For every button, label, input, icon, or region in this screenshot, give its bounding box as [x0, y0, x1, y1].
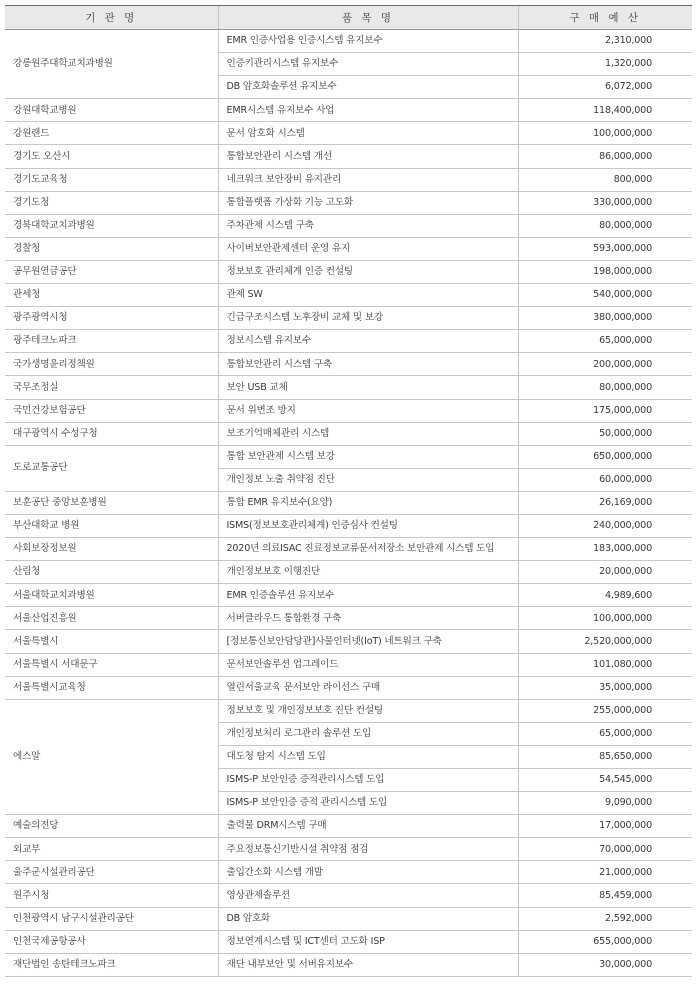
- org-cell: 인천광역시 남구시설관리공단: [5, 907, 218, 930]
- table-row: [5, 168, 692, 191]
- item-cell: 재단 내부보안 및 서버유지보수: [218, 953, 518, 976]
- budget-cell: 50,000,000: [518, 422, 692, 445]
- header-row: [5, 6, 692, 30]
- budget-cell: 54,545,000: [518, 769, 692, 792]
- budget-cell: 21,000,000: [518, 861, 692, 884]
- org-cell: 국가생명윤리정책원: [5, 353, 218, 376]
- item-cell: 정보시스템 유지보수: [218, 330, 518, 353]
- budget-cell: 593,000,000: [518, 237, 692, 260]
- table-row: [5, 237, 692, 260]
- header-org: 기 관 명: [5, 6, 218, 30]
- item-cell: ISMS-P 보안인증 증적 관리시스템 도입: [218, 792, 518, 815]
- org-cell: 재단법인 송탄테크노파크: [5, 953, 218, 976]
- org-cell: 서울특별시교육청: [5, 676, 218, 699]
- item-cell: 보안 USB 교체: [218, 376, 518, 399]
- item-cell: 주요정보통신기반시설 취약점 점검: [218, 838, 518, 861]
- item-cell: 대도청 탐지 시스템 도입: [218, 745, 518, 768]
- item-cell: 통합 EMR 유지보수(요양): [218, 491, 518, 514]
- table-row: [5, 884, 692, 907]
- table-row: [5, 145, 692, 168]
- table-row: [5, 838, 692, 861]
- item-cell: 출력물 DRM시스템 구매: [218, 815, 518, 838]
- org-cell: 에스알: [5, 699, 218, 814]
- budget-cell: 80,000,000: [518, 214, 692, 237]
- item-cell: 문서보안솔루션 업그레이드: [218, 653, 518, 676]
- budget-cell: 9,090,000: [518, 792, 692, 815]
- org-cell: 경기도교육청: [5, 168, 218, 191]
- item-cell: 통합 보안관제 시스템 보강: [218, 445, 518, 468]
- org-cell: 공무원연금공단: [5, 260, 218, 283]
- table-row: [5, 422, 692, 445]
- org-cell: 서울대학교치과병원: [5, 584, 218, 607]
- table-row: [5, 214, 692, 237]
- org-cell: 국민건강보험공단: [5, 399, 218, 422]
- item-cell: 네크워크 보안장비 유지관리: [218, 168, 518, 191]
- table-row: [5, 353, 692, 376]
- budget-cell: 6,072,000: [518, 76, 692, 99]
- budget-cell: 85,459,000: [518, 884, 692, 907]
- budget-cell: 380,000,000: [518, 307, 692, 330]
- org-cell: 서울특별시 서대문구: [5, 653, 218, 676]
- table-row: [5, 330, 692, 353]
- budget-cell: 26,169,000: [518, 491, 692, 514]
- budget-cell: 1,320,000: [518, 53, 692, 76]
- table-row: [5, 584, 692, 607]
- table-row: [5, 260, 692, 283]
- table-row: [5, 99, 692, 122]
- budget-cell: 540,000,000: [518, 284, 692, 307]
- item-cell: EMR시스템 유지보수 사업: [218, 99, 518, 122]
- budget-cell: 2,310,000: [518, 30, 692, 53]
- budget-cell: 20,000,000: [518, 561, 692, 584]
- org-cell: 강릉원주대학교치과병원: [5, 30, 218, 99]
- budget-cell: 650,000,000: [518, 445, 692, 468]
- org-cell: 사회보장정보원: [5, 538, 218, 561]
- budget-cell: 175,000,000: [518, 399, 692, 422]
- org-cell: 도로교통공단: [5, 445, 218, 491]
- item-cell: EMR 인증솔루션 유지보수: [218, 584, 518, 607]
- budget-cell: 101,080,000: [518, 653, 692, 676]
- org-cell: 광주광역시청: [5, 307, 218, 330]
- item-cell: 문서 위변조 방지: [218, 399, 518, 422]
- org-cell: 서울특별시: [5, 630, 218, 653]
- org-cell: 원주시청: [5, 884, 218, 907]
- item-cell: ISMS-P 보안인증 증적관리시스템 도입: [218, 769, 518, 792]
- org-cell: 경기도청: [5, 191, 218, 214]
- table-row: [5, 284, 692, 307]
- budget-cell: 86,000,000: [518, 145, 692, 168]
- table-row: [5, 491, 692, 514]
- budget-cell: 200,000,000: [518, 353, 692, 376]
- budget-cell: 118,400,000: [518, 99, 692, 122]
- table-row: [5, 399, 692, 422]
- item-cell: 정보보호 관리체계 인증 컨설팅: [218, 260, 518, 283]
- org-cell: 광주테크노파크: [5, 330, 218, 353]
- budget-cell: 4,989,600: [518, 584, 692, 607]
- table-row: [5, 607, 692, 630]
- budget-cell: 183,000,000: [518, 538, 692, 561]
- item-cell: 인증키관리시스템 유지보수: [218, 53, 518, 76]
- item-cell: 문서 암호화 시스템: [218, 122, 518, 145]
- table-row: [5, 930, 692, 953]
- table-row: [5, 953, 692, 976]
- budget-cell: 70,000,000: [518, 838, 692, 861]
- org-cell: 강원랜드: [5, 122, 218, 145]
- org-cell: 보훈공단 중앙보훈병원: [5, 491, 218, 514]
- budget-cell: 2,520,000,000: [518, 630, 692, 653]
- item-cell: 정보보호 및 개인정보보호 진단 컨설팅: [218, 699, 518, 722]
- item-cell: EMR 인증사업용 인증시스템 유지보수: [218, 30, 518, 53]
- table-row: [5, 307, 692, 330]
- org-cell: 강원대학교병원: [5, 99, 218, 122]
- budget-cell: 30,000,000: [518, 953, 692, 976]
- table-row: [5, 538, 692, 561]
- item-cell: 개인정보 노출 취약점 진단: [218, 468, 518, 491]
- budget-cell: 800,000: [518, 168, 692, 191]
- table-row: [5, 815, 692, 838]
- item-cell: 사이버보안관제센터 운영 유지: [218, 237, 518, 260]
- item-cell: 서버클라우드 통합환경 구축: [218, 607, 518, 630]
- header-item: 품 목 명: [218, 6, 518, 30]
- org-cell: 울주군시설관리공단: [5, 861, 218, 884]
- org-cell: 경북대학교치과병원: [5, 214, 218, 237]
- budget-cell: 198,000,000: [518, 260, 692, 283]
- org-cell: 부산대학교 병원: [5, 514, 218, 537]
- budget-table: [5, 5, 692, 977]
- budget-cell: 35,000,000: [518, 676, 692, 699]
- item-cell: 열린서울교육 문서보안 라이선스 구매: [218, 676, 518, 699]
- table-row: [5, 30, 692, 53]
- budget-cell: 240,000,000: [518, 514, 692, 537]
- budget-cell: 2,592,000: [518, 907, 692, 930]
- table-row: [5, 653, 692, 676]
- table-row: [5, 861, 692, 884]
- budget-cell: 655,000,000: [518, 930, 692, 953]
- item-cell: 통합보안관리 시스템 개선: [218, 145, 518, 168]
- item-cell: 정보연계시스템 및 ICT센터 고도화 ISP: [218, 930, 518, 953]
- item-cell: DB 암호화솔루션 유지보수: [218, 76, 518, 99]
- budget-cell: 85,650,000: [518, 745, 692, 768]
- org-cell: 국무조정실: [5, 376, 218, 399]
- budget-cell: 80,000,000: [518, 376, 692, 399]
- budget-cell: 100,000,000: [518, 607, 692, 630]
- table-row: [5, 676, 692, 699]
- table-row: [5, 122, 692, 145]
- table-row: [5, 699, 692, 722]
- item-cell: 2020년 의료ISAC 진료정보교류문서저장소 보안관제 시스템 도입: [218, 538, 518, 561]
- budget-cell: 65,000,000: [518, 330, 692, 353]
- item-cell: 개인정보처리 로그관리 솔루션 도입: [218, 722, 518, 745]
- item-cell: 주차관제 시스템 구축: [218, 214, 518, 237]
- item-cell: 개인정보보호 이행진단: [218, 561, 518, 584]
- table-row: [5, 376, 692, 399]
- org-cell: 서울산업진흥원: [5, 607, 218, 630]
- org-cell: 산림청: [5, 561, 218, 584]
- org-cell: 대구광역시 수성구청: [5, 422, 218, 445]
- org-cell: 인천국제공항공사: [5, 930, 218, 953]
- budget-cell: 100,000,000: [518, 122, 692, 145]
- item-cell: 출입간소화 시스템 개발: [218, 861, 518, 884]
- table-row: [5, 445, 692, 468]
- header-budget: 구 매 예 산: [518, 6, 692, 30]
- org-cell: 경기도 오산시: [5, 145, 218, 168]
- table-row: [5, 191, 692, 214]
- budget-cell: 255,000,000: [518, 699, 692, 722]
- budget-cell: 65,000,000: [518, 722, 692, 745]
- budget-cell: 60,000,000: [518, 468, 692, 491]
- table-row: [5, 561, 692, 584]
- item-cell: 영상관제솔루션: [218, 884, 518, 907]
- item-cell: ISMS(정보보호관리체계) 인증심사 컨설팅: [218, 514, 518, 537]
- item-cell: [정보통신보안담당관]사물인터넷(IoT) 네트워크 구축: [218, 630, 518, 653]
- item-cell: 관제 SW: [218, 284, 518, 307]
- item-cell: 보조기억매체관리 시스템: [218, 422, 518, 445]
- budget-cell: 17,000,000: [518, 815, 692, 838]
- org-cell: 경찰청: [5, 237, 218, 260]
- org-cell: 관세청: [5, 284, 218, 307]
- org-cell: 외교부: [5, 838, 218, 861]
- budget-cell: 330,000,000: [518, 191, 692, 214]
- table-body: [5, 30, 692, 977]
- item-cell: 통합보안관리 시스템 구축: [218, 353, 518, 376]
- table-row: [5, 514, 692, 537]
- item-cell: DB 암호화: [218, 907, 518, 930]
- table-row: [5, 907, 692, 930]
- table-row: [5, 630, 692, 653]
- item-cell: 긴급구조시스템 노후장비 교체 및 보강: [218, 307, 518, 330]
- item-cell: 통합플랫폼 가상화 기능 고도화: [218, 191, 518, 214]
- org-cell: 예술의전당: [5, 815, 218, 838]
